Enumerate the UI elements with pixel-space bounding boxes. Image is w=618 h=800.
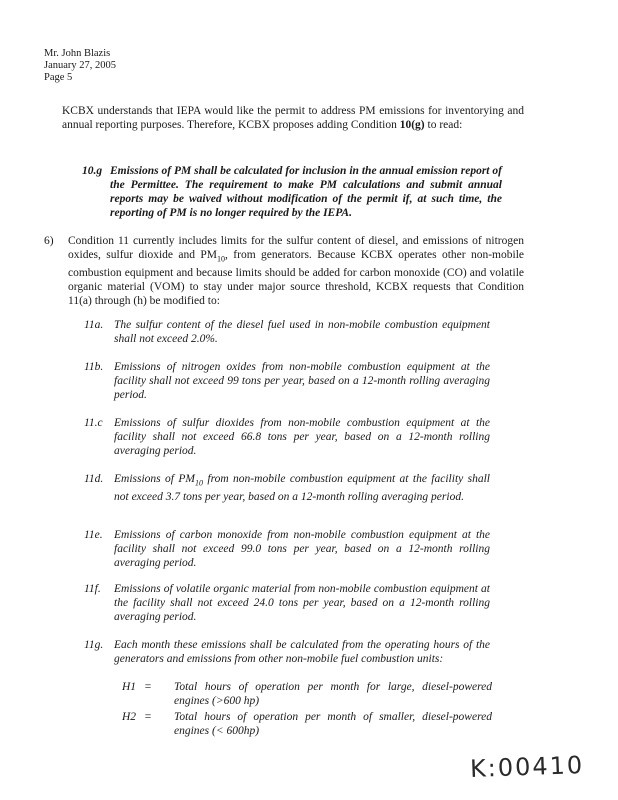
condition-11d-text-b: from non-mobile combustion equipment at the facility shall not exceed 3.7 tons per year, based on a 12-month rolling averaging period. [114,473,490,504]
sub-item-text: Total hours of operation per month of smaller, diesel-powered engines (< 600hp) [174,711,492,737]
item-6-number: 6) [44,235,54,247]
page-number: Page 5 [44,72,73,83]
letter-date: January 27, 2005 [44,60,117,71]
condition-text [114,472,490,504]
condition-11d-subscript: 10 [194,478,203,488]
item-6-subscript: 10 [217,254,226,264]
condition-10g-text: Emissions of PM shall be calculated for inclusion in the annual emission report of the Permittee. The requirement to make PM calculations and submit annual reports may be waived without modification of the permit if, at such time, the reporting of PM is no longer required by the IEPA. [110,165,502,219]
intro-cond-ref: 10(g) [399,119,425,131]
condition-11c [84,416,490,458]
condition-11f [84,582,490,624]
condition-label: 11f. [84,583,101,595]
condition-11b [84,360,490,402]
condition-text: The sulfur content of the diesel fuel used in non-mobile combustion equipment shall not exceed 2.0%. [114,319,490,345]
intro-paragraph [62,104,524,132]
condition-11a [84,318,490,346]
item-6-text-b: , from generators. Because KCBX operates other non-mobile combustion equipment and because limits should be added for carbon monoxide (CO) and volatile organic material (VOM) to stay under major source threshold, KCBX requests that Condition 11(a) through (h) be modified to: [68,249,524,308]
intro-text-before: KCBX understands that IEPA would like the permit to address PM emissions for inventorying and annual reporting purposes. Therefore, KCBX proposes adding Condition [62,105,524,131]
condition-label: 11b. [84,361,104,373]
condition-text: Emissions of sulfur dioxides from non-mobile combustion equipment at the facility shall not exceed 66.8 tons per year, based on a 12-month rolling averaging period. [114,417,490,457]
condition-label: 11d. [84,473,104,485]
handwritten-bates-number: K:00410 [469,751,585,783]
sub-item-h2 [122,710,492,738]
letter-header [44,48,116,84]
condition-text: Each month these emissions shall be calculated from the operating hours of the generators and emissions from other non-mobile fuel combustion units: [114,639,490,665]
sub-item-label: H1 [122,681,137,693]
condition-label: 11a. [84,319,104,331]
item-6-text-a: Condition 11 currently includes limits for the sulfur content of diesel, and emissions of nitrogen oxides, sulfur dioxide and PM [68,235,524,261]
condition-11g [84,638,490,666]
item-6-paragraph [68,234,524,308]
condition-label: 11e. [84,529,103,541]
recipient-name: Mr. John Blazis [44,48,111,59]
condition-11d [84,472,490,504]
condition-11e [84,528,490,570]
sub-item-h1 [122,680,492,708]
sub-item-equals: = [144,711,152,723]
condition-10g [82,164,502,220]
intro-text-after: to read: [424,119,463,131]
sub-item-equals: = [144,681,152,693]
condition-10g-label: 10.g [82,165,103,177]
sub-item-text: Total hours of operation per month for large, diesel-powered engines (>600 hp) [174,681,492,707]
condition-text: Emissions of nitrogen oxides from non-mobile combustion equipment at the facility shall not exceed 99 tons per year, based on a 12-month rolling averaging period. [114,361,490,401]
condition-label: 11g. [84,639,104,651]
condition-label: 11.c [84,417,103,429]
condition-11d-text-a: Emissions of PM [114,473,195,485]
condition-text: Emissions of carbon monoxide from non-mobile combustion equipment at the facility shall not exceed 99.0 tons per year, based on a 12-month rolling averaging period. [114,529,490,569]
sub-item-label: H2 [122,711,137,723]
condition-text: Emissions of volatile organic material from non-mobile combustion equipment at the facility shall not exceed 24.0 tons per year, based on a 12-month rolling averaging period. [114,583,490,623]
